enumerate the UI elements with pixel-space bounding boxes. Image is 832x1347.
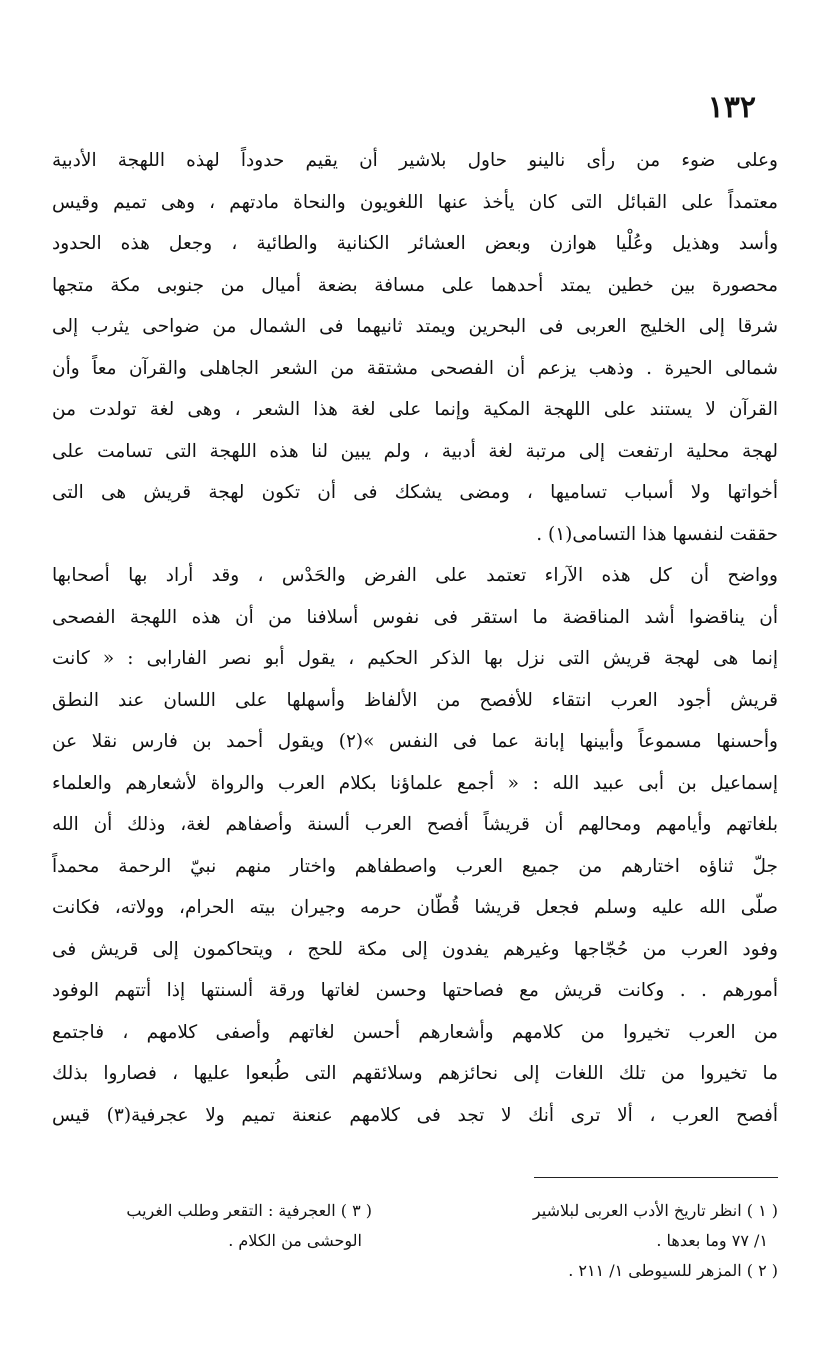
footnote-1-continuation: ١/ ٧٧ وما بعدها .	[656, 1231, 768, 1250]
footnote-3-continuation: الوحشى من الكلام .	[228, 1231, 362, 1250]
text-line: إسماعيل بن أبى عبيد الله : « أجمع علماؤنا بكلام العرب والرواة لأشعارهم والعلماء	[52, 772, 778, 794]
body-text	[52, 140, 778, 1136]
page-number: ١٣٢	[707, 90, 756, 125]
text-line: بلغاتهم وأيامهم ومحالهم أن قريشاً أفصح العرب ألسنة وأصفاهم لغة، وذلك أن الله	[52, 814, 778, 835]
text-line: القرآن لا يستند على اللهجة المكية وإنما على لغة هذا الشعر ، وهى لغة تولدت من	[52, 399, 778, 420]
text-line: محصورة بين خطين يمتد أحدهما على مسافة بضعة أميال من جنوبى مكة متجها	[52, 274, 778, 296]
text-line: وواضح أن كل هذه الآراء تعتمد على الفرض والحَدْس ، وقد أراد بها أصحابها	[52, 565, 778, 586]
text-line: أفصح العرب ، ألا ترى أنك لا تجد فى كلامهم عنعنة تميم ولا عجرفية(٣) قيس	[52, 1104, 778, 1126]
text-line: جلّ ثناؤه اختارهم من جميع العرب واصطفاهم واختار منهم نبيّ الرحمة محمداً	[52, 855, 778, 877]
text-line: وفود العرب من حُجّاجها وغيرهم يفدون إلى مكة للحج ، ويتحاكمون إلى قريش فى	[52, 938, 778, 960]
text-line: ما تخيروا من تلك اللغات إلى نحائزهم وسلائقهم التى طُبعوا عليها ، فصاروا بذلك	[52, 1063, 778, 1084]
text-line: شرقا إلى الخليج العربى فى البحرين ويمتد ثانيهما فى الشمال من ضواحى يثرب إلى	[52, 316, 778, 337]
text-line: إنما هى لهجة قريش التى نزل بها الذكر الحكيم ، يقول أبو نصر الفارابى : « كانت	[52, 648, 778, 669]
footnote-1: ( ١ ) انظر تاريخ الأدب العربى لبلاشير	[532, 1201, 778, 1220]
text-line: أن يناقضوا أشد المناقضة ما استقر فى نفوس أسلافنا من أن هذه اللهجة الفصحى	[52, 606, 778, 628]
text-line: وأحسنها مسموعاً وأبينها إبانة عما فى النفس »(٢) ويقول أحمد بن فارس نقلا عن	[52, 731, 778, 752]
text-line: وعلى ضوء من رأى نالينو حاول بلاشير أن يقيم حدوداً لهذه اللهجة الأدبية	[52, 150, 778, 171]
paragraph-end-line: حققت لنفسها هذا التسامى(١) .	[536, 523, 778, 545]
footnote-column-left	[52, 1196, 372, 1256]
text-line: معتمداً على القبائل التى كان يأخذ عنها اللغويون والنحاة مادتهم ، وهى تميم وقيس	[52, 191, 778, 213]
footnote-3: ( ٣ ) العجرفية : التقعر وطلب الغريب	[126, 1201, 372, 1220]
text-line: أمورهم . . وكانت قريش مع فصاحتها وحسن لغاتها ورقة ألسنتها إذا أتتهم الوفود	[52, 980, 778, 1001]
text-line: قريش أجود العرب انتقاء للأفصح من الألفاظ وأسهلها على اللسان عند النطق	[52, 689, 778, 711]
text-line: وأسد وهذيل وعُلْيا هوازن وبعض العشائر الكنانية والطائية ، وجعل هذه الحدود	[52, 233, 778, 254]
text-line: صلّى الله عليه وسلم فجعل قريشا قُطّان حرمه وجيران بيته الحرام، وولاته، فكانت	[52, 897, 778, 918]
footnote-2: ( ٢ ) المزهر للسيوطى ١/ ٢١١ .	[568, 1261, 778, 1280]
text-line: لهجة محلية ارتفعت إلى مرتبة لغة أدبية ، ولم يبين لنا هذه اللهجة التى تسامت على	[52, 440, 778, 462]
text-line: شمالى الحيرة . وذهب يزعم أن الفصحى مشتقة من الشعر الجاهلى والقرآن معاً وأن	[52, 357, 778, 379]
footnote-column-right	[418, 1196, 778, 1286]
text-line: أخواتها ولا أسباب تساميها ، ومضى يشكك فى أن تكون لهجة قريش هى التى	[52, 482, 778, 503]
footnote-divider	[534, 1177, 778, 1178]
text-line: من العرب تخيروا من كلامهم وأشعارهم أحسن لغاتهم وأصفى كلامهم ، فاجتمع	[52, 1021, 778, 1043]
